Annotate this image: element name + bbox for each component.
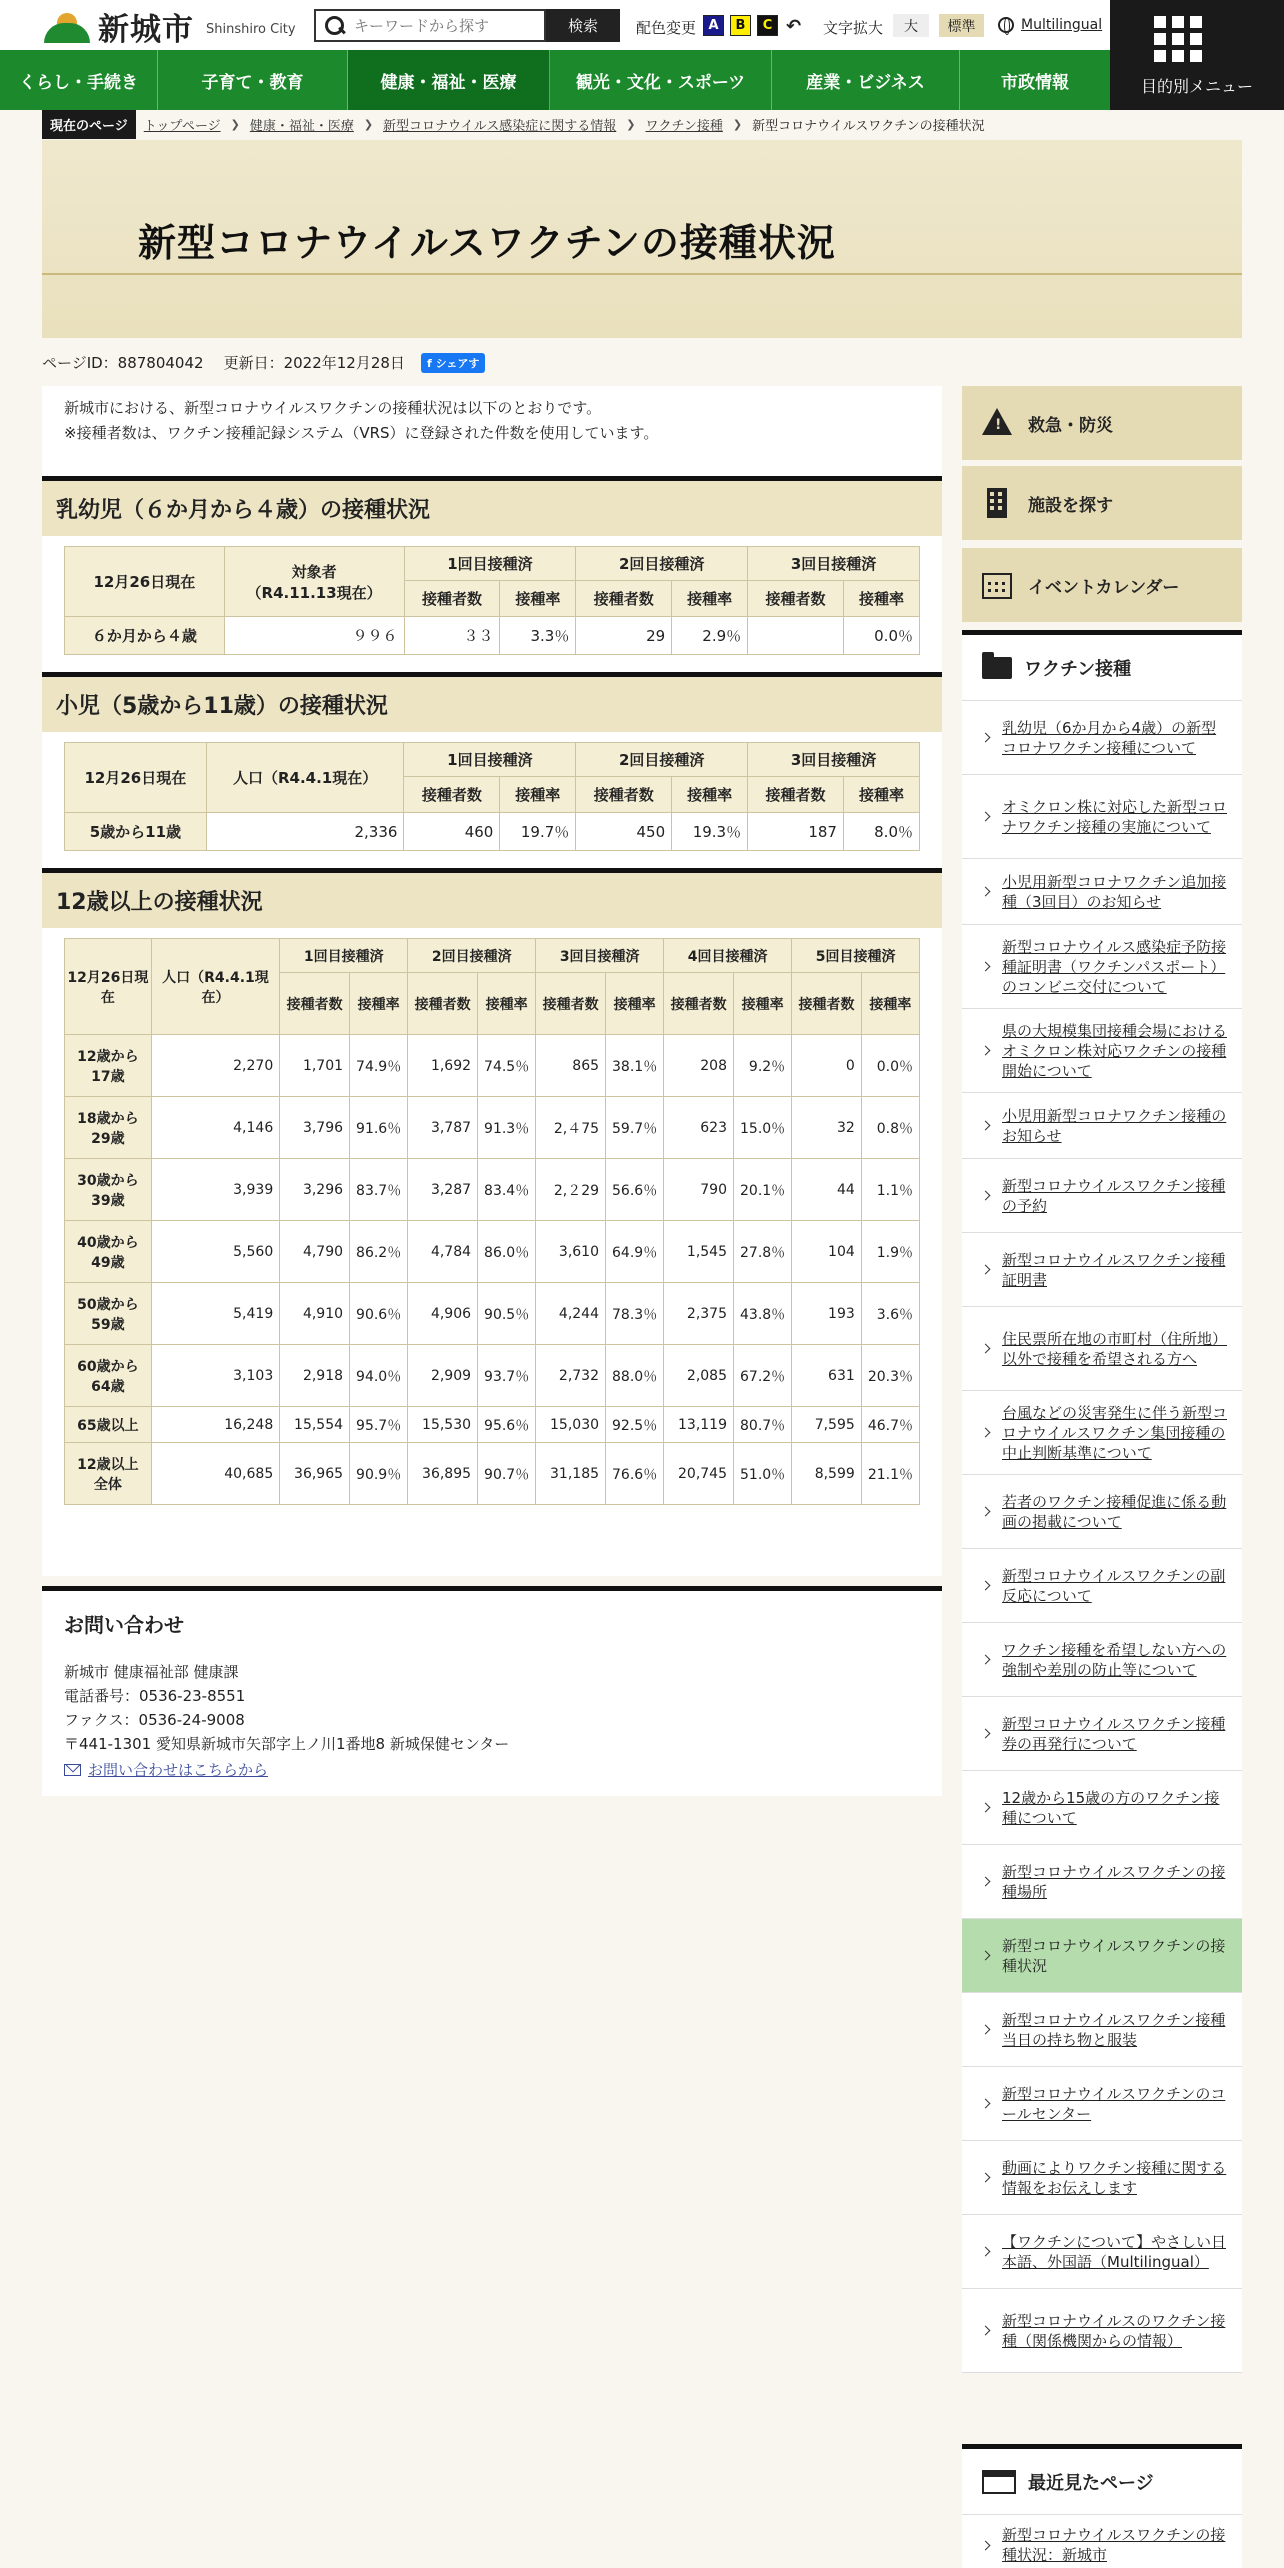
cell: 15,530 bbox=[408, 1407, 478, 1443]
cell: 19.3％ bbox=[672, 813, 748, 851]
cell: 19.7％ bbox=[500, 813, 576, 851]
cell: 90.5％ bbox=[478, 1283, 536, 1345]
sidebar-vaccine-link[interactable] bbox=[962, 1475, 1242, 1549]
nav-shisei[interactable]: 市政情報 bbox=[1001, 72, 1069, 93]
reset-color-icon[interactable]: ↶ bbox=[786, 16, 802, 37]
row-label: ６か月から４歳 bbox=[65, 617, 225, 655]
cell: 21.1％ bbox=[861, 1443, 919, 1505]
sidebar-link-label: 新型コロナウイルスワクチンの接種場所 bbox=[1002, 1862, 1226, 1901]
updated-date: 更新日：2022年12月28日 bbox=[223, 354, 405, 372]
cell: 36,895 bbox=[408, 1443, 478, 1505]
cell: 4,146 bbox=[151, 1097, 280, 1159]
text-large-button[interactable]: 大 bbox=[893, 14, 929, 37]
cell: 15.0％ bbox=[734, 1097, 792, 1159]
breadcrumb-link-health[interactable]: 健康・福祉・医療 bbox=[249, 118, 354, 134]
count-header: 接種者数 bbox=[404, 777, 500, 813]
cell: 46.7％ bbox=[861, 1407, 919, 1443]
cell: 2,918 bbox=[280, 1345, 350, 1407]
purpose-menu-label: 目的別メニュー bbox=[1140, 77, 1253, 96]
sidebar-link-label: 県の大規模集団接種会場におけるオミクロン株対応ワクチンの接種開始について bbox=[1002, 1021, 1228, 1080]
vaccine-box-title: ワクチン接種 bbox=[1024, 658, 1132, 680]
cell: 4,244 bbox=[536, 1283, 606, 1345]
sidebar-link-label: オミクロン株に対応した新型コロナワクチン接種の実施について bbox=[1002, 797, 1228, 836]
sidebar-vaccine-link[interactable] bbox=[962, 1919, 1242, 1993]
cell: 4,906 bbox=[408, 1283, 478, 1345]
cell: 93.7％ bbox=[478, 1345, 536, 1407]
cell: 36,965 bbox=[280, 1443, 350, 1505]
row-label: 12歳以上全体 bbox=[65, 1443, 152, 1505]
event-calendar-label: イベントカレンダー bbox=[1028, 577, 1180, 598]
cell: 86.2％ bbox=[350, 1221, 408, 1283]
sidebar-link-label: 新型コロナウイルスワクチン接種券の再発行について bbox=[1002, 1714, 1226, 1753]
sidebar-link-label: 新型コロナウイルスのワクチン接種（関係機関からの情報） bbox=[1002, 2311, 1226, 2350]
facebook-icon: f bbox=[426, 356, 436, 370]
recent-page-link[interactable] bbox=[962, 2515, 1242, 2568]
cell: 15,030 bbox=[536, 1407, 606, 1443]
cell: 8.0％ bbox=[843, 813, 919, 851]
cell: 94.0％ bbox=[350, 1345, 408, 1407]
infant-pop-header bbox=[224, 547, 404, 617]
site-header bbox=[0, 0, 1284, 50]
cell: 3,796 bbox=[280, 1097, 350, 1159]
infant-pop-sub: （R4.11.13現在） bbox=[246, 583, 382, 602]
cell: 1,545 bbox=[664, 1221, 734, 1283]
sidebar-link-label: 新型コロナウイルスワクチン接種の予約 bbox=[1002, 1176, 1226, 1215]
intro-line-1: 新城市における、新型コロナウイルスワクチンの接種状況は以下のとおりです。 bbox=[64, 399, 602, 417]
nav-kurashi[interactable]: くらし・手続き bbox=[0, 50, 158, 110]
sidebar-link-label: 新型コロナウイルス感染症予防接種証明書（ワクチンパスポート）のコンビニ交付について bbox=[1002, 937, 1227, 996]
cell: 43.8％ bbox=[734, 1283, 792, 1345]
cell: 2,４75 bbox=[536, 1097, 606, 1159]
site-logo[interactable] bbox=[44, 6, 296, 46]
sidebar-vaccine-link[interactable] bbox=[962, 2141, 1242, 2215]
count-header: 接種者数 bbox=[404, 581, 500, 617]
main-content bbox=[42, 386, 942, 1576]
search-form bbox=[314, 9, 620, 42]
cell: 74.9％ bbox=[350, 1035, 408, 1097]
count-header: 接種者数 bbox=[536, 973, 606, 1035]
nav-kenko[interactable]: 健康・福祉・医療 bbox=[348, 50, 550, 110]
cell: 3,610 bbox=[536, 1221, 606, 1283]
chevron-right-icon: ❯ bbox=[732, 117, 743, 131]
nav-sangyo[interactable]: 産業・ビジネス bbox=[772, 50, 960, 110]
cell: 3,296 bbox=[280, 1159, 350, 1221]
cell: 1.9％ bbox=[861, 1221, 919, 1283]
cell: 2,270 bbox=[151, 1035, 280, 1097]
contact-form-label: お問い合わせはこちらから bbox=[88, 1761, 269, 1779]
cell: 0.0％ bbox=[843, 617, 919, 655]
sidebar-link-label: 台風などの災害発生に伴う新型コロナウイルスワクチン集団接種の中止判断基準について bbox=[1002, 1403, 1228, 1462]
child-date-header: 12月26日現在 bbox=[65, 743, 207, 813]
sidebar-vaccine-link[interactable] bbox=[962, 1093, 1242, 1159]
cell: 56.6％ bbox=[606, 1159, 664, 1221]
contact-box bbox=[42, 1586, 942, 1796]
sidebar-link-label: 住民票所在地の市町村（住所地）以外で接種を希望される方へ bbox=[1002, 1329, 1228, 1368]
rate-header: 接種率 bbox=[843, 777, 919, 813]
count-header: 接種者数 bbox=[408, 973, 478, 1035]
rate-header: 接種率 bbox=[606, 973, 664, 1035]
cell: 7,595 bbox=[792, 1407, 862, 1443]
dose-header: 3回目接種済 bbox=[748, 547, 920, 581]
cell: 90.6％ bbox=[350, 1283, 408, 1345]
count-header: 接種者数 bbox=[576, 777, 672, 813]
cell: 90.9％ bbox=[350, 1443, 408, 1505]
child-pop-header: 人口（R4.4.1現在） bbox=[206, 743, 404, 813]
cell: 83.7％ bbox=[350, 1159, 408, 1221]
cell: 3,939 bbox=[151, 1159, 280, 1221]
cell: 2,336 bbox=[206, 813, 404, 851]
count-header: 接種者数 bbox=[792, 973, 862, 1035]
cell: 2,732 bbox=[536, 1345, 606, 1407]
contact-address: 〒441-1301 愛知県新城市矢部字上ノ川1番地8 新城保健センター bbox=[64, 1735, 510, 1753]
cell: 4,790 bbox=[280, 1221, 350, 1283]
cell: 51.0％ bbox=[734, 1443, 792, 1505]
sidebar-vaccine-link[interactable] bbox=[962, 859, 1242, 925]
dose-header: 1回目接種済 bbox=[404, 743, 576, 777]
cell: 67.2％ bbox=[734, 1345, 792, 1407]
cell: 631 bbox=[792, 1345, 862, 1407]
count-header: 接種者数 bbox=[280, 973, 350, 1035]
logo-name: 新城市 bbox=[98, 11, 194, 48]
infant-table bbox=[64, 546, 920, 655]
title-band bbox=[42, 140, 1242, 338]
cell: 20,745 bbox=[664, 1443, 734, 1505]
cell: 86.0％ bbox=[478, 1221, 536, 1283]
cell: 5,560 bbox=[151, 1221, 280, 1283]
cell: 1.1％ bbox=[861, 1159, 919, 1221]
count-header: 接種者数 bbox=[576, 581, 672, 617]
adult-table bbox=[64, 938, 920, 1505]
cell: 2,909 bbox=[408, 1345, 478, 1407]
adult-heading: 12歳以上の接種状況 bbox=[42, 868, 942, 928]
cell: 90.7％ bbox=[478, 1443, 536, 1505]
cell: 187 bbox=[748, 813, 844, 851]
contact-fax: ファクス：0536-24-9008 bbox=[64, 1711, 245, 1729]
rate-header: 接種率 bbox=[500, 581, 576, 617]
cell: 29 bbox=[576, 617, 672, 655]
rate-header: 接種率 bbox=[861, 973, 919, 1035]
sidebar-vaccine-link[interactable] bbox=[962, 2215, 1242, 2289]
row-label: 12歳から17歳 bbox=[65, 1035, 152, 1097]
sidebar-link-label: 小児用新型コロナワクチン接種のお知らせ bbox=[1002, 1106, 1227, 1145]
dose-header: 3回目接種済 bbox=[748, 743, 920, 777]
cell: 2,２29 bbox=[536, 1159, 606, 1221]
color-a-button[interactable]: A bbox=[703, 15, 724, 36]
color-b-button[interactable]: B bbox=[730, 15, 751, 36]
vaccine-box-head bbox=[962, 635, 1242, 701]
page-title: 新型コロナウイルスワクチンの接種状況 bbox=[138, 221, 836, 265]
dose-header: 1回目接種済 bbox=[280, 939, 408, 973]
breadcrumb bbox=[42, 112, 985, 136]
page-id: ページID：887804042 bbox=[42, 354, 204, 372]
cell: 13,119 bbox=[664, 1407, 734, 1443]
cell: 92.5％ bbox=[606, 1407, 664, 1443]
cell: 1,692 bbox=[408, 1035, 478, 1097]
cell: 78.3％ bbox=[606, 1283, 664, 1345]
warning-icon: ! bbox=[982, 408, 1012, 438]
table-row bbox=[65, 1443, 920, 1505]
sidebar-link-label: 新型コロナウイルスワクチンの副反応について bbox=[1002, 1566, 1226, 1605]
adult-pop-header: 人口（R4.4.1現在） bbox=[151, 939, 280, 1035]
breadcrumb-link-vaccine[interactable]: ワクチン接種 bbox=[645, 118, 723, 134]
dose-header: 3回目接種済 bbox=[536, 939, 664, 973]
table-row bbox=[65, 1159, 920, 1221]
nav-kosodate[interactable]: 子育て・教育 bbox=[158, 50, 348, 110]
infant-pop-title: 対象者 bbox=[291, 562, 337, 581]
cell: 20.3％ bbox=[861, 1345, 919, 1407]
row-label: 40歳から49歳 bbox=[65, 1221, 152, 1283]
nav-kanko[interactable]: 観光・文化・スポーツ bbox=[550, 50, 772, 110]
contact-form-link[interactable] bbox=[64, 1759, 268, 1780]
sidebar-vaccine-link[interactable] bbox=[962, 1771, 1242, 1845]
text-standard-button[interactable]: 標準 bbox=[939, 14, 984, 37]
contact-tel: 電話番号：0536-23-8551 bbox=[64, 1687, 246, 1705]
row-label: 5歳から11歳 bbox=[65, 813, 207, 851]
chevron-right-icon: ❯ bbox=[230, 117, 240, 131]
cell: 865 bbox=[536, 1035, 606, 1097]
sidebar-link-label: 若者のワクチン接種促進に係る動画の掲載について bbox=[1002, 1492, 1227, 1531]
chevron-right-icon: ❯ bbox=[363, 117, 374, 131]
cell: ３３ bbox=[404, 617, 500, 655]
row-label: 60歳から64歳 bbox=[65, 1345, 152, 1407]
cell: 9.2％ bbox=[734, 1035, 792, 1097]
table-row bbox=[65, 1035, 920, 1097]
search-input[interactable] bbox=[354, 17, 534, 35]
cell: 104 bbox=[792, 1221, 862, 1283]
intro-text bbox=[64, 396, 658, 446]
facility-button[interactable] bbox=[962, 466, 1242, 540]
search-box bbox=[314, 9, 546, 42]
multilingual-label: Multilingual bbox=[1021, 17, 1103, 33]
infant-heading: 乳幼児（６か月から４歳）の接種状況 bbox=[42, 476, 942, 536]
recent-box-head bbox=[962, 2449, 1242, 2515]
recent-pages-box bbox=[962, 2444, 1242, 2568]
cell: 20.1％ bbox=[734, 1159, 792, 1221]
cell: 40,685 bbox=[151, 1443, 280, 1505]
folder-icon bbox=[982, 657, 1012, 679]
cell: 4,784 bbox=[408, 1221, 478, 1283]
cell: 32 bbox=[792, 1097, 862, 1159]
chevron-right-icon: ❯ bbox=[626, 117, 636, 131]
count-header: 接種者数 bbox=[748, 581, 844, 617]
count-header: 接種者数 bbox=[664, 973, 734, 1035]
mail-icon bbox=[64, 1764, 81, 1776]
emergency-button[interactable] bbox=[962, 386, 1242, 460]
adult-date-header: 12月26日現在 bbox=[65, 939, 152, 1035]
building-icon bbox=[982, 488, 1012, 518]
text-size-label: 文字拡大 bbox=[823, 19, 884, 37]
cell: 88.0％ bbox=[606, 1345, 664, 1407]
cell: 450 bbox=[576, 813, 672, 851]
table-row bbox=[65, 1345, 920, 1407]
cell: 0 bbox=[792, 1035, 862, 1097]
cell: 4,910 bbox=[280, 1283, 350, 1345]
cell: 623 bbox=[664, 1097, 734, 1159]
child-table bbox=[64, 742, 920, 851]
dose-header: 4回目接種済 bbox=[664, 939, 792, 973]
breadcrumb-link-covid[interactable]: 新型コロナウイルス感染症に関する情報 bbox=[383, 118, 617, 134]
cell: 27.8％ bbox=[734, 1221, 792, 1283]
global-nav bbox=[0, 50, 1110, 110]
sidebar-link-label: 【ワクチンについて】やさしい日本語、外国語（Multilingual） bbox=[1002, 2232, 1226, 2271]
table-row bbox=[65, 813, 920, 851]
intro-line-2: ※接種者数は、ワクチン接種記録システム（VRS）に登録された件数を使用しています。 bbox=[64, 424, 659, 442]
facility-label: 施設を探す bbox=[1028, 495, 1113, 516]
cell: 38.1％ bbox=[606, 1035, 664, 1097]
row-label: 30歳から39歳 bbox=[65, 1159, 152, 1221]
breadcrumb-link-top[interactable]: トップページ bbox=[143, 118, 221, 134]
sidebar-vaccine-link[interactable] bbox=[962, 1845, 1242, 1919]
vaccine-link-box bbox=[962, 630, 1242, 2373]
cell: 64.9％ bbox=[606, 1221, 664, 1283]
sidebar-link-label: 乳幼児（6か月から4歳）の新型コロナワクチン接種について bbox=[1002, 718, 1217, 757]
cell: 74.5％ bbox=[478, 1035, 536, 1097]
sidebar-link-label: 新型コロナウイルスワクチン接種証明書 bbox=[1002, 1250, 1226, 1289]
page-meta bbox=[42, 352, 485, 373]
row-label: 65歳以上 bbox=[65, 1407, 152, 1443]
rate-header: 接種率 bbox=[672, 581, 748, 617]
sidebar-vaccine-link[interactable] bbox=[962, 1623, 1242, 1697]
sidebar-vaccine-link[interactable] bbox=[962, 701, 1242, 775]
sidebar-vaccine-link[interactable] bbox=[962, 1549, 1242, 1623]
rate-header: 接種率 bbox=[478, 973, 536, 1035]
sidebar-link-label: ワクチン接種を希望しない方への強制や差別の防止等について bbox=[1002, 1640, 1227, 1679]
infant-date-header: 12月26日現在 bbox=[65, 547, 225, 617]
rate-header: 接種率 bbox=[350, 973, 408, 1035]
cell: 44 bbox=[792, 1159, 862, 1221]
globe-icon bbox=[998, 17, 1014, 33]
breadcrumb-current: 新型コロナウイルスワクチンの接種状況 bbox=[752, 118, 985, 134]
cell: 76.6％ bbox=[606, 1443, 664, 1505]
event-calendar-button[interactable] bbox=[962, 548, 1242, 622]
share-label: シェアす bbox=[435, 356, 480, 370]
sidebar-link-label: 新型コロナウイルスワクチン接種当日の持ち物と服装 bbox=[1002, 2010, 1226, 2049]
cell: 3,103 bbox=[151, 1345, 280, 1407]
sidebar-vaccine-link[interactable] bbox=[962, 1391, 1242, 1475]
cell: 2.9％ bbox=[672, 617, 748, 655]
sidebar-vaccine-link[interactable] bbox=[962, 925, 1242, 1009]
cell: ９９６ bbox=[224, 617, 404, 655]
dose-header: 1回目接種済 bbox=[404, 547, 576, 581]
table-row bbox=[65, 617, 920, 655]
cell: 5,419 bbox=[151, 1283, 280, 1345]
table-row bbox=[65, 1283, 920, 1345]
sidebar-vaccine-link[interactable] bbox=[962, 1307, 1242, 1391]
color-change-label: 配色変更 bbox=[636, 19, 697, 37]
search-button[interactable]: 検索 bbox=[546, 9, 620, 42]
cell: 3.6％ bbox=[861, 1283, 919, 1345]
rate-header: 接種率 bbox=[672, 777, 748, 813]
table-row bbox=[65, 1097, 920, 1159]
table-row bbox=[65, 1407, 920, 1443]
row-label: 18歳から29歳 bbox=[65, 1097, 152, 1159]
sidebar-link-label: 動画によりワクチン接種に関する情報をお伝えします bbox=[1002, 2158, 1227, 2197]
sidebar-link-label: 小児用新型コロナワクチン追加接種（3回目）のお知らせ bbox=[1002, 872, 1227, 911]
cell: 460 bbox=[404, 813, 500, 851]
city-emblem-icon bbox=[44, 9, 90, 43]
cell: 95.7％ bbox=[350, 1407, 408, 1443]
cell: 0.8％ bbox=[861, 1097, 919, 1159]
cell: 2,375 bbox=[664, 1283, 734, 1345]
contact-dept: 新城市 健康福祉部 健康課 bbox=[64, 1663, 239, 1681]
sidebar-vaccine-link[interactable] bbox=[962, 1233, 1242, 1307]
cell: 1,701 bbox=[280, 1035, 350, 1097]
child-heading: 小児（5歳から11歳）の接種状況 bbox=[42, 672, 942, 732]
cell: 16,248 bbox=[151, 1407, 280, 1443]
sidebar-vaccine-link[interactable] bbox=[962, 1159, 1242, 1233]
window-icon bbox=[982, 2470, 1016, 2494]
cell: 80.7％ bbox=[734, 1407, 792, 1443]
row-label: 50歳から59歳 bbox=[65, 1283, 152, 1345]
cell: 3,287 bbox=[408, 1159, 478, 1221]
dose-header: 2回目接種済 bbox=[408, 939, 536, 973]
recent-box-title: 最近見たページ bbox=[1028, 2472, 1154, 2494]
count-header: 接種者数 bbox=[748, 777, 844, 813]
cell: 790 bbox=[664, 1159, 734, 1221]
breadcrumb-here-label: 現在のページ bbox=[42, 110, 136, 139]
sidebar-vaccine-link[interactable] bbox=[962, 2289, 1242, 2373]
recent-link-label: 新型コロナウイルスワクチンの接種状況：新城市 bbox=[1002, 2526, 1226, 2564]
cell: 3,787 bbox=[408, 1097, 478, 1159]
contact-heading: お問い合わせ bbox=[64, 1613, 184, 1637]
cell: 95.6％ bbox=[478, 1407, 536, 1443]
sidebar-vaccine-link[interactable] bbox=[962, 2067, 1242, 2141]
rate-header: 接種率 bbox=[843, 581, 919, 617]
rate-header: 接種率 bbox=[500, 777, 576, 813]
cell: 59.7％ bbox=[606, 1097, 664, 1159]
sidebar-link-label: 新型コロナウイルスワクチンのコールセンター bbox=[1002, 2084, 1226, 2123]
cell: 3.3％ bbox=[500, 617, 576, 655]
cell: 91.6％ bbox=[350, 1097, 408, 1159]
search-icon bbox=[324, 15, 346, 37]
color-c-button[interactable]: C bbox=[757, 15, 778, 36]
sidebar-vaccine-link[interactable] bbox=[962, 1993, 1242, 2067]
rate-header: 接種率 bbox=[734, 973, 792, 1035]
cell: 83.4％ bbox=[478, 1159, 536, 1221]
sidebar-vaccine-link[interactable] bbox=[962, 1009, 1242, 1093]
grid-menu-icon bbox=[1154, 16, 1202, 62]
cell: 208 bbox=[664, 1035, 734, 1097]
facebook-share-button[interactable] bbox=[421, 353, 485, 373]
dose-header: 2回目接種済 bbox=[576, 743, 748, 777]
cell: 193 bbox=[792, 1283, 862, 1345]
calendar-icon bbox=[982, 570, 1012, 600]
cell: 15,554 bbox=[280, 1407, 350, 1443]
sidebar-vaccine-link[interactable] bbox=[962, 1697, 1242, 1771]
purpose-menu-button[interactable] bbox=[1110, 0, 1284, 110]
dose-header: 5回目接種済 bbox=[792, 939, 920, 973]
sidebar-vaccine-link[interactable] bbox=[962, 775, 1242, 859]
logo-english: Shinshiro City bbox=[206, 21, 296, 37]
dose-header: 2回目接種済 bbox=[576, 547, 748, 581]
sidebar-link-label: 新型コロナウイルスワクチンの接種状況 bbox=[1002, 1936, 1226, 1975]
cell: 91.3％ bbox=[478, 1097, 536, 1159]
emergency-label: 救急・防災 bbox=[1028, 415, 1113, 436]
sidebar-link-label: 12歳から15歳の方のワクチン接種について bbox=[1002, 1788, 1220, 1827]
cell: 2,085 bbox=[664, 1345, 734, 1407]
cell bbox=[748, 617, 844, 655]
cell: 0.0％ bbox=[861, 1035, 919, 1097]
table-row bbox=[65, 1221, 920, 1283]
cell: 8,599 bbox=[792, 1443, 862, 1505]
multilingual-link[interactable] bbox=[998, 17, 1102, 33]
cell: 31,185 bbox=[536, 1443, 606, 1505]
